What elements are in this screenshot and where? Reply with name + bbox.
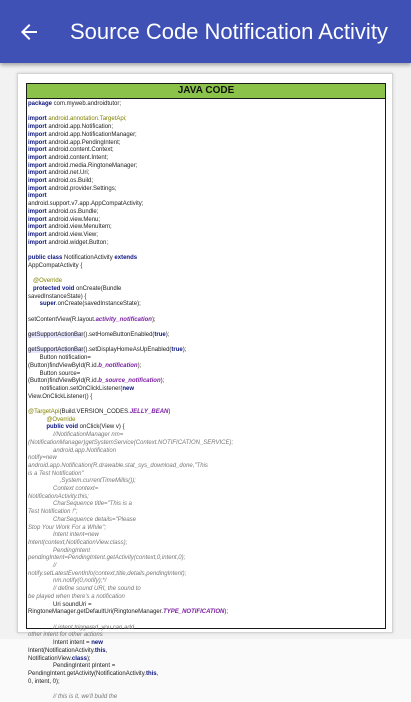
- code-token: getSupportActionBar: [28, 347, 84, 354]
- code-token: NotificationActivity: [62, 255, 115, 262]
- code-line: [28, 679, 383, 687]
- code-token: //: [28, 563, 57, 570]
- code-line: [28, 455, 383, 463]
- code-line: [28, 663, 383, 671]
- code-token: Uri soundUri =: [28, 601, 92, 608]
- code-token: PendingIntent pIntent =: [28, 663, 116, 670]
- code-token: ,: [156, 670, 159, 677]
- code-token: this: [145, 670, 157, 677]
- code-token: import: [28, 216, 47, 223]
- code-token: android.net.Uri;: [46, 170, 90, 177]
- code-token: );: [137, 362, 142, 369]
- code-token: import: [28, 239, 47, 246]
- code-line: [28, 656, 383, 664]
- code-token: extends: [114, 255, 138, 262]
- code-token: onCreate(Bundle: [74, 285, 122, 292]
- code-line: [28, 517, 383, 525]
- code-token: //NotificationManager nm=: [28, 432, 124, 439]
- code-token: android.app.PendingIntent;: [46, 139, 121, 146]
- code-token: new: [122, 385, 135, 392]
- code-line: [28, 255, 383, 263]
- code-line: [28, 632, 383, 640]
- code-line: [28, 101, 383, 109]
- code-line: [28, 340, 383, 348]
- code-token: nm.notify(0,notify);*/: [28, 578, 107, 585]
- code-line: [28, 540, 383, 548]
- code-line: [28, 132, 383, 140]
- code-line: [28, 463, 383, 471]
- code-token: com.myweb.androidtutor;: [52, 101, 122, 107]
- code-token: Test Notification !";: [28, 509, 78, 516]
- code-token: pendingIntent=PendingIntent.getActivity(context,0,intent,0);: [28, 555, 186, 562]
- code-line: [28, 309, 383, 317]
- code-token: import: [28, 124, 47, 131]
- code-token: android.annotation.TargetApi;: [46, 116, 127, 123]
- code-token: super: [28, 301, 57, 308]
- code-token: android.provider.Settings;: [46, 185, 117, 192]
- code-header: JAVA CODE: [27, 84, 385, 99]
- code-line: [28, 147, 383, 155]
- code-line: [28, 448, 383, 456]
- code-line: [28, 671, 383, 679]
- code-line: [28, 193, 383, 201]
- code-token: import: [28, 178, 47, 185]
- code-token: public class: [28, 255, 63, 262]
- code-token: ().setDisplayHomeAsUpEnabled(: [83, 347, 172, 354]
- code-token: RingtoneManager.getDefaultUri(RingtoneManager.: [28, 609, 164, 616]
- back-button[interactable]: [0, 0, 58, 63]
- code-token: notify=new: [28, 455, 57, 462]
- code-line: [28, 332, 383, 340]
- code-token: be played when there's a notification: [28, 593, 125, 600]
- code-line: [28, 286, 383, 294]
- code-line: [28, 509, 383, 517]
- code-token: import: [28, 170, 47, 177]
- code-token: android.support.v7.app.AppCompatActivity;: [28, 201, 144, 208]
- code-line: [28, 432, 383, 440]
- code-token: import: [28, 208, 47, 215]
- code-token: Intent(NotificationActivity.: [28, 647, 95, 654]
- code-line: [28, 409, 383, 417]
- code-token: android.view.MenuItem;: [46, 224, 112, 231]
- code-token: CharSequence title="This is a: [28, 501, 133, 508]
- code-token: android.os.Build;: [46, 178, 94, 185]
- code-token: );: [165, 332, 170, 339]
- code-line: [28, 571, 383, 579]
- code-token: AppCompatActivity {: [28, 262, 83, 269]
- code-line: [28, 294, 383, 302]
- code-line: [28, 371, 383, 379]
- code-token: import: [28, 116, 47, 123]
- code-token: (Button)findViewById(R.id.: [28, 378, 99, 385]
- code-token: android.widget.Button;: [46, 239, 109, 246]
- code-line: [28, 386, 383, 394]
- code-line: [28, 478, 383, 486]
- code-token: is a Test Notification": [28, 470, 84, 477]
- code-line: [28, 525, 383, 533]
- page-title: Source Code Notification Activity: [70, 18, 388, 44]
- code-token: // define sound URI, the sound to: [28, 586, 141, 593]
- code-line: [28, 201, 383, 209]
- code-line: [28, 501, 383, 509]
- code-token: (NotificationManager)getSystemService(Context.NOTIFICATION_SERVICE);: [28, 439, 234, 446]
- code-token: // this is it, we'll build the: [28, 694, 118, 700]
- code-token: onClick(View v) {: [78, 424, 125, 431]
- code-line: [28, 109, 383, 117]
- code-line: [28, 324, 383, 332]
- code-token: android.view.Menu;: [46, 216, 101, 223]
- code-token: CharSequence details="Please: [28, 516, 137, 523]
- code-token: (Button)findViewById(R.id.: [28, 362, 99, 369]
- code-token: Intent(context,NotificationView.class);: [28, 539, 128, 546]
- code-line: [28, 648, 383, 656]
- code-line: [28, 140, 383, 148]
- code-line: [28, 563, 383, 571]
- code-token: NotificationView.: [28, 655, 72, 662]
- code-token: );: [182, 347, 187, 354]
- code-line: [28, 417, 383, 425]
- code-token: b_source_notification: [98, 378, 161, 385]
- code-token: other intent for other actions: [28, 632, 103, 639]
- code-token: android.content.Context;: [46, 147, 114, 154]
- code-line: [28, 247, 383, 255]
- code-token: Button notification=: [28, 355, 91, 362]
- code-token: true: [154, 332, 166, 339]
- code-line: [28, 155, 383, 163]
- code-line: [28, 378, 383, 386]
- code-line: [28, 186, 383, 194]
- code-card: [17, 73, 393, 700]
- code-token: PendingIntent.getActivity(NotificationActivity.: [28, 670, 146, 677]
- code-line: [28, 578, 383, 586]
- code-token: (Build.VERSION_CODES.: [59, 409, 130, 416]
- code-token: notification.setOnClickListener(: [28, 385, 123, 392]
- code-line: [28, 224, 383, 232]
- code-token: @TargetApi: [28, 409, 60, 416]
- code-line: [28, 555, 383, 563]
- code-token: import: [28, 147, 47, 154]
- code-token: Context context=: [28, 486, 99, 493]
- code-line: [28, 440, 383, 448]
- code-token: android.app.Notification;: [46, 124, 114, 131]
- code-token: android.app.Notification(R.drawable.stat_sys_download_done,"This: [28, 462, 208, 469]
- code-line: [28, 401, 383, 409]
- code-panel[interactable]: [26, 83, 386, 700]
- code-token: );: [160, 378, 165, 385]
- code-line: [28, 486, 383, 494]
- content-area[interactable]: [0, 63, 411, 700]
- code-line: [28, 594, 383, 602]
- code-token: android.content.Intent;: [46, 154, 109, 161]
- code-line: [28, 532, 383, 540]
- code-token: );: [224, 609, 228, 616]
- code-token: ): [168, 409, 171, 416]
- code-line: [28, 317, 383, 325]
- code-token: public void: [28, 424, 79, 431]
- code-line: [28, 586, 383, 594]
- code-line: [28, 209, 383, 217]
- code-token: new: [91, 640, 103, 647]
- code-token: import: [28, 224, 47, 231]
- code-token: PendingIntent: [28, 547, 91, 554]
- code-line: [28, 640, 383, 648]
- code-line: [28, 270, 383, 278]
- code-token: setContentView(R.layout.: [28, 316, 96, 323]
- code-token: ,System.currentTimeMillis());: [28, 478, 136, 485]
- code-token: Stop Your Work For a While";: [28, 524, 107, 531]
- code-token: @Override: [28, 416, 76, 423]
- code-token: );: [151, 316, 156, 323]
- code-token: package: [28, 101, 53, 107]
- code-token: import: [28, 231, 47, 238]
- code-line: [28, 548, 383, 556]
- code-token: true: [171, 347, 183, 354]
- code-line: [28, 686, 383, 694]
- code-line: [28, 363, 383, 371]
- code-token: android.app.Notification: [28, 447, 117, 454]
- code-token: @Override: [28, 278, 63, 285]
- code-line: [28, 347, 383, 355]
- code-token: import: [28, 185, 47, 192]
- code-line: [28, 625, 383, 633]
- code-token: 0, intent, 0);: [28, 678, 60, 685]
- code-token: ,: [105, 647, 108, 654]
- code-token: ().setHomeButtonEnabled(: [83, 332, 155, 339]
- code-line: [28, 494, 383, 502]
- code-token: NotificationActivity.this;: [28, 493, 89, 500]
- code-line: [28, 116, 383, 124]
- code-token: activity_notification: [95, 316, 152, 323]
- code-line: [28, 278, 383, 286]
- code-token: android.app.NotificationManager;: [46, 131, 137, 138]
- app-bar: [0, 0, 411, 63]
- code-token: import: [28, 193, 47, 200]
- code-line: [28, 394, 383, 402]
- code-line: [28, 263, 383, 271]
- code-line: [28, 471, 383, 479]
- code-line: [28, 124, 383, 132]
- code-token: .onCreate(savedInstanceState);: [56, 301, 141, 308]
- code-line: [28, 424, 383, 432]
- code-line: [28, 609, 383, 617]
- code-line: [28, 178, 383, 186]
- code-token: Intent intent =: [28, 640, 92, 647]
- code-line: [28, 170, 383, 178]
- code-token: import: [28, 162, 47, 169]
- code-token: import: [28, 131, 47, 138]
- code-token: // intent triggered, you can add: [28, 624, 135, 631]
- code-token: Intent intent=new: [28, 532, 99, 539]
- code-token: class: [71, 655, 87, 662]
- code-token: Button source=: [28, 370, 81, 377]
- code-token: savedInstanceState) {: [28, 293, 87, 300]
- code-line: [28, 217, 383, 225]
- code-token: b_notification: [98, 362, 138, 369]
- code-token: android.view.View;: [46, 231, 98, 238]
- arrow-back-icon: [17, 20, 41, 44]
- code-token: );: [86, 655, 91, 662]
- code-token: this: [94, 647, 106, 654]
- code-token: import: [28, 154, 47, 161]
- code-token: TYPE_NOTIFICATION: [163, 609, 225, 616]
- code-token: JELLY_BEAN: [129, 409, 169, 416]
- code-line: [28, 240, 383, 248]
- code-token: notify.setLatestEventInfo(context,title,details,pendingIntent);: [28, 570, 187, 577]
- code-listing: [27, 99, 385, 702]
- code-line: [28, 694, 383, 702]
- code-line: [28, 355, 383, 363]
- code-line: [28, 163, 383, 171]
- code-token: View.OnClickListener() {: [28, 393, 93, 400]
- code-line: [28, 232, 383, 240]
- code-token: android.media.RingtoneManager;: [46, 162, 138, 169]
- code-token: android.os.Bundle;: [46, 208, 99, 215]
- code-token: protected void: [28, 285, 75, 292]
- code-line: [28, 602, 383, 610]
- code-line: [28, 301, 383, 309]
- code-token: getSupportActionBar: [28, 332, 84, 339]
- code-token: import: [28, 139, 47, 146]
- code-line: [28, 617, 383, 625]
